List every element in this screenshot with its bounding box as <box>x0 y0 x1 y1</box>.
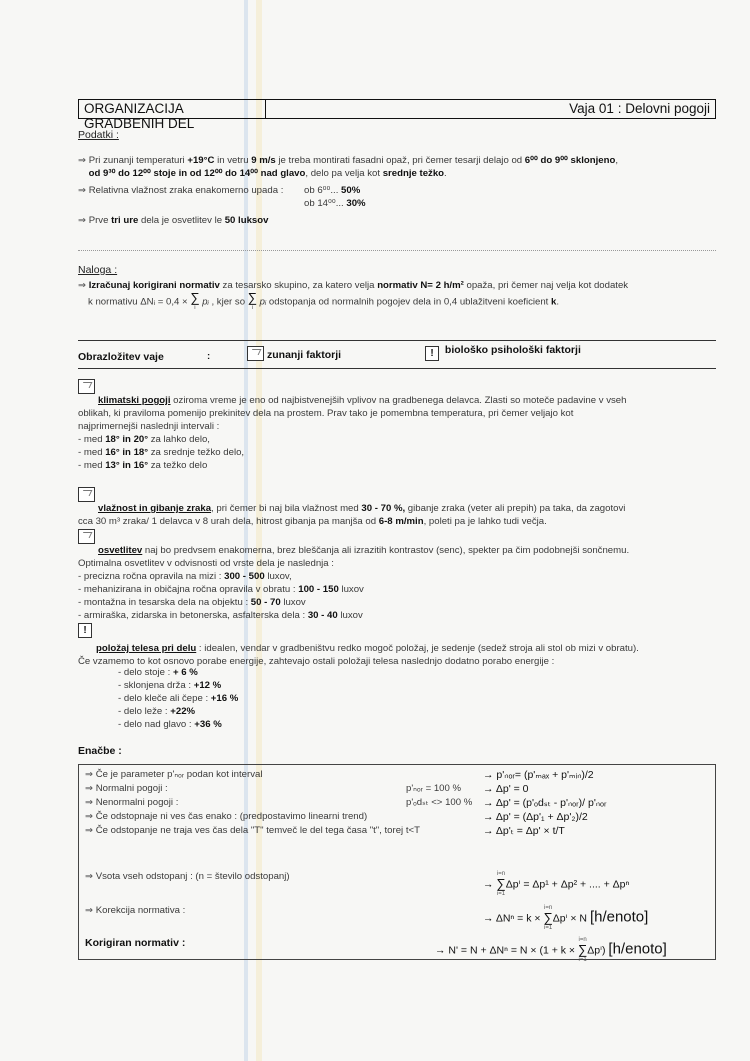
formula-text: . <box>556 296 560 308</box>
equation-row <box>85 797 709 808</box>
enacbe-title: Enačbe : <box>78 745 122 757</box>
text-segment: + 6 % <box>172 667 198 678</box>
correction-row: ⇒ Korekcija normativa : → ΔNⁿ = k × i=n ∑ i=1Δpⁱ × N [h/enoto] <box>85 905 649 931</box>
text-segment: gibanje zraka (veter ali prepih) pa taka, da zagotovi <box>405 503 626 514</box>
text-segment: - mehanizirana in običajna ročna opravila v obratu : <box>78 584 299 595</box>
text-segment: in vetru <box>214 155 252 166</box>
formula-text: , kjer so <box>208 296 248 308</box>
text-segment: oblikah, ki praviloma pomenijo prekinitev dela na prostem. Prav tako je pomembna temperatura, pri čemer veljajo kot <box>78 408 574 419</box>
text-line <box>78 544 629 557</box>
text-segment: : idealen, vendar v gradbeništvu redko mogoč položaj, je sedenje (sedež stroja ali stol ob mizi v obratu). <box>196 643 639 654</box>
text-line <box>78 279 628 292</box>
text-segment: položaj telesa pri delu <box>96 643 197 654</box>
text-segment: osvetlitev <box>98 545 143 556</box>
humidity-14 <box>304 197 366 210</box>
posture-text <box>78 642 639 668</box>
landscape-icon <box>78 529 95 544</box>
exercise-title: Vaja 01 : Delovni pogoji <box>569 101 710 116</box>
text-segment: 16° in 18° <box>105 447 149 458</box>
text-line <box>78 407 626 420</box>
text-segment: 50 luksov <box>224 215 269 226</box>
text-segment: najprimernejši naslednji intervali : <box>78 421 220 432</box>
text-segment: srednje težko <box>382 168 445 179</box>
text-line <box>78 167 618 180</box>
legend-external: zunanji faktorji <box>247 346 341 361</box>
equation-row <box>85 811 709 822</box>
equation-res: → Δp'ₜ = Δp' × t/T <box>483 825 565 837</box>
text-segment: 18° in 20° <box>105 434 149 445</box>
text-segment: ⇒ <box>78 280 89 291</box>
landscape-icon <box>78 487 95 502</box>
equation-row <box>85 825 709 836</box>
climate-section <box>78 379 626 472</box>
text-segment: ⇒ Pri zunanji temperaturi <box>78 155 188 166</box>
text-line <box>78 609 629 622</box>
colon: : <box>207 351 211 362</box>
text-segment: normativ N= 2 h/m² <box>377 280 464 291</box>
text-segment: - delo stoje : <box>118 667 173 678</box>
obrazlozitev-label: Obrazložitev vaje <box>78 351 164 363</box>
text-segment: klimatski pogoji <box>98 395 171 406</box>
equation-row <box>85 769 709 780</box>
text-line <box>78 420 626 433</box>
equation-text: ⇒ Če odstopnaje ni ves čas enako : (predpostavimo linearni trend) <box>85 811 368 822</box>
text-segment: , delo pa velja kot <box>305 168 383 179</box>
text-line <box>118 705 238 718</box>
text-segment: . <box>444 168 447 179</box>
text-segment: Izračunaj korigirani normativ <box>88 280 220 291</box>
text-segment: luxov, <box>264 571 292 582</box>
text-segment: luxov <box>280 597 306 608</box>
equation-res: → p'ₙₒᵣ= (p'ₘₐₓ + p'ₘᵢₙ)/2 <box>483 769 594 781</box>
equation-res: → Δp' = 0 <box>483 783 529 795</box>
text-segment: , pri čemer bi naj bila vlažnost med <box>211 503 362 514</box>
text-segment: 30 - 70 %, <box>361 503 406 514</box>
posture-section <box>78 626 639 668</box>
text-segment: - delo nad glavo : <box>118 719 195 730</box>
text-segment: ob 6⁰⁰... <box>304 185 342 196</box>
text-line <box>78 596 629 609</box>
coefficient-k: k <box>551 296 557 308</box>
equation-text: ⇒ Če odstopanje ne traja ves čas dela "T" temveč le del tega časa "t", torej t<T <box>85 825 420 836</box>
text-segment: za srednje težko delo, <box>148 447 245 458</box>
text-segment: 6-8 m/min <box>378 516 424 527</box>
equation-text: ⇒ Nenormalni pogoji : <box>85 797 179 808</box>
formula-text: k normativu ΔNᵢ = 0,4 × <box>88 296 191 308</box>
text-segment: 300 - 500 <box>224 571 265 582</box>
text-line <box>78 557 629 570</box>
text-segment: za težko delo <box>148 460 208 471</box>
text-segment: - montažna in tesarska dela na objektu : <box>78 597 251 608</box>
text-line <box>118 666 238 679</box>
text-line <box>78 394 626 407</box>
sum-symbol: ∑ i <box>247 290 257 311</box>
text-segment: , poleti pa je lahko tudi večja. <box>423 516 547 527</box>
text-segment: - delo leže : <box>118 706 171 717</box>
final-row: Korigiran normativ : → N' = N + ΔNⁿ = N × (1 + k × i=n ∑ i=1Δpⁱ) [h/enoto] <box>85 937 667 963</box>
equation-res: → Δp' = (p'ₒdₛₜ - p'ₙₒᵣ)/ p'ₙₒᵣ <box>483 797 607 809</box>
text-segment: 9 m/s <box>251 155 276 166</box>
text-segment: od 9³⁰ do 12⁰⁰ stoje in od 12⁰⁰ do 14⁰⁰ nad glavo <box>88 168 306 179</box>
naloga-text <box>78 279 628 292</box>
divider <box>78 250 716 251</box>
podatki-text <box>78 154 618 180</box>
text-line <box>78 459 626 472</box>
text-segment: Optimalna osvetlitev v odvisnosti od vrste dela je naslednja : <box>78 558 334 569</box>
text-segment: 13° in 16° <box>105 460 149 471</box>
person-icon: ! <box>78 623 92 638</box>
equation-res: → Δp' = (Δp'₁ + Δp'₂)/2 <box>483 811 588 823</box>
landscape-icon <box>78 379 95 394</box>
naloga-formula-line <box>88 292 559 312</box>
humidity-section <box>78 487 625 528</box>
text-segment: vlažnost in gibanje zraka <box>98 503 212 514</box>
text-line <box>78 642 639 655</box>
text-segment: 50% <box>341 185 361 196</box>
text-line <box>118 679 238 692</box>
text-segment: , <box>615 155 619 166</box>
humidity-section-text <box>78 502 625 528</box>
text-segment: 50 - 70 <box>250 597 281 608</box>
divider <box>78 340 716 341</box>
divider <box>78 368 716 369</box>
text-segment: 30 - 40 <box>307 610 338 621</box>
legend-bio: ! biološko psihološki faktorji <box>425 344 581 361</box>
text-segment: - precizna ročna opravila na mizi : <box>78 571 225 582</box>
document-header <box>78 99 716 131</box>
text-segment: luxov <box>337 610 363 621</box>
equations-box <box>78 764 716 963</box>
text-segment: za tesarsko skupino, za katero velja <box>219 280 378 291</box>
text-segment: +12 % <box>193 680 222 691</box>
posture-list <box>118 666 238 731</box>
lighting-text <box>78 544 629 622</box>
course-title: ORGANIZACIJA GRADBENIH DEL <box>79 100 266 118</box>
text-segment: +36 % <box>194 719 222 730</box>
text-line <box>304 184 360 197</box>
text-line <box>118 718 238 731</box>
text-segment: +22% <box>170 706 196 717</box>
landscape-icon <box>247 346 264 361</box>
equation-text: ⇒ Če je parameter p'ₙₒᵣ podan kot interval <box>85 769 263 780</box>
text-segment: ob 14⁰⁰... <box>304 198 347 209</box>
text-segment: oziroma vreme je eno od najbistvenejših vplivov na gradbenega delavca. Zlasti so moteče padavine v vseh <box>170 395 627 406</box>
text-line <box>78 433 626 446</box>
text-segment: za lahko delo, <box>148 434 210 445</box>
text-segment: - sklonjena drža : <box>118 680 194 691</box>
text-segment: 100 - 150 <box>298 584 339 595</box>
sum-symbol: ∑ i <box>190 290 200 311</box>
text-segment: tri ure <box>111 215 139 226</box>
text-segment: 30% <box>346 198 366 209</box>
section-naloga-title: Naloga : <box>78 264 118 276</box>
person-icon: ! <box>425 346 439 361</box>
text-segment: 6⁰⁰ do 9⁰⁰ sklonjeno <box>524 155 616 166</box>
text-segment: naj bo predvsem enakomerna, brez bleščanja ali izrazitih kontrastov (senc), spekter pa čim podobnejši sončnemu. <box>142 545 630 556</box>
text-segment <box>78 168 89 179</box>
text-line <box>304 197 366 210</box>
text-segment: - armiraška, zidarska in betonerska, asfalterska dela : <box>78 610 308 621</box>
text-line <box>78 570 629 583</box>
equation-text: ⇒ Normalni pogoji : <box>85 783 168 794</box>
text-line <box>118 692 238 705</box>
light-text <box>78 214 268 227</box>
text-line <box>78 184 283 197</box>
equation-mid: p'ₒdₛₜ <> 100 % <box>406 797 473 808</box>
text-segment: - med <box>78 434 106 445</box>
text-segment: - med <box>78 447 106 458</box>
text-segment: - delo kleče ali čepe : <box>118 693 211 704</box>
text-segment: cca 30 m³ zraka/ 1 delavca v 8 urah dela, hitrost gibanja pa manjša od <box>78 516 379 527</box>
climate-text <box>78 394 626 472</box>
text-segment: ⇒ Prve <box>78 215 112 226</box>
text-segment: opaža, pri čemer naj velja kot dodatek <box>463 280 629 291</box>
formula-p: pᵢ <box>259 296 267 308</box>
equation-mid: p'ₙₒᵣ = 100 % <box>406 783 462 794</box>
text-segment: - med <box>78 460 106 471</box>
section-podatki-title: Podatki : <box>78 129 119 141</box>
text-line <box>78 583 629 596</box>
humidity-text <box>78 184 283 197</box>
text-segment: +19°C <box>187 155 215 166</box>
text-segment: +16 % <box>210 693 239 704</box>
equation-row <box>85 783 709 794</box>
formula-p: pᵢ <box>202 296 209 308</box>
text-line <box>78 446 626 459</box>
text-line <box>78 154 618 167</box>
text-line <box>78 214 268 227</box>
lighting-section <box>78 529 629 622</box>
text-segment: Če vzamemo to kot osnovo porabe energije, zahtevajo ostali položaji telesa naslednjo dodatno porabo energije : <box>78 656 555 667</box>
text-line <box>78 502 625 515</box>
text-segment: ⇒ Relativna vlažnost zraka enakomerno upada : <box>78 185 284 196</box>
text-segment: luxov <box>338 584 364 595</box>
sum-row: ⇒ Vsota vseh odstopanj : (n = število odstopanj) → i=n ∑ i=1Δpⁱ = Δp¹ + Δp² + .... + Δpⁿ <box>85 871 630 897</box>
formula-text: odstopanja od normalnih pogojev dela in 0,4 ublažitveni koeficient <box>266 296 552 308</box>
text-line <box>78 515 625 528</box>
text-segment: dela je osvetlitev le <box>138 215 225 226</box>
humidity-6 <box>304 184 360 197</box>
text-segment: je treba montirati fasadni opaž, pri čemer tesarji delajo od <box>275 155 525 166</box>
